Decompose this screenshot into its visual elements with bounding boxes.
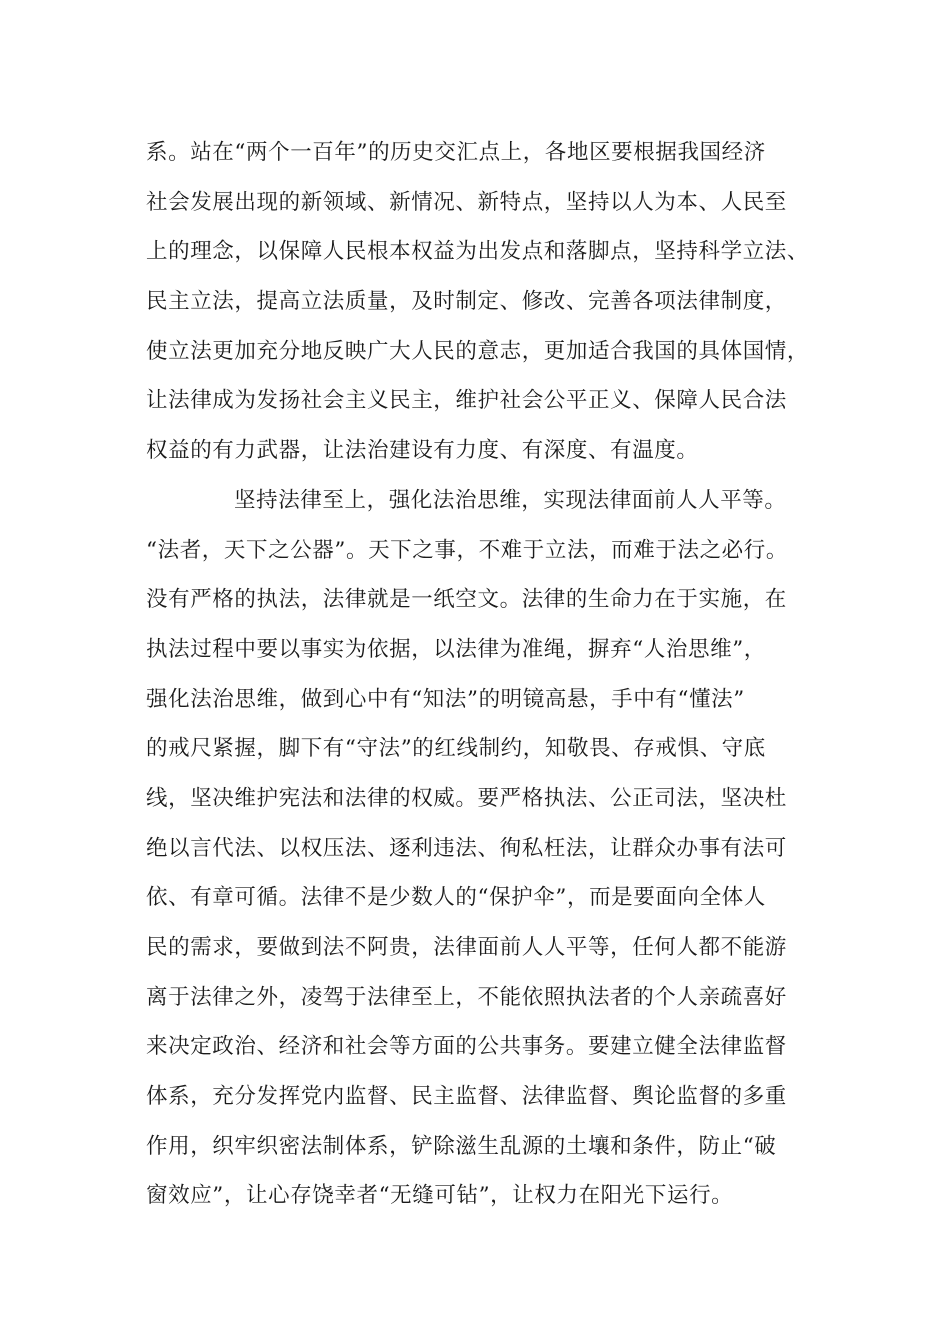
text-line: “法者，天下之公器”。天下之事，不难于立法，而难于法之必行。 xyxy=(146,537,788,563)
text-line: 离于法律之外，凌驾于法律至上，不能依照执法者的个人亲疏喜好 xyxy=(146,984,787,1010)
text-line: 依、有章可循。法律不是少数人的“保护伞”，而是要面向全体人 xyxy=(146,885,766,911)
text-line: 民的需求，要做到法不阿贵，法律面前人人平等，任何人都不能游 xyxy=(146,935,787,960)
text-line: 使立法更加充分地反映广大人民的意志，更加适合我国的具体国情， xyxy=(146,338,810,364)
text-line: 系。站在“两个一百年”的历史交汇点上，各地区要根据我国经济 xyxy=(146,140,766,165)
text-line: 执法过程中要以事实为依据，以法律为准绳，摒弃“人治思维”， xyxy=(146,636,766,662)
text-line: 社会发展出现的新领域、新情况、新特点，坚持以人为本、人民至 xyxy=(146,189,787,215)
text-line: 窗效应”，让心存饶幸者“无缝可钻”，让权力在阳光下运行。 xyxy=(146,1183,734,1209)
text-line: 的戒尺紧握，脚下有“守法”的红线制约，知敬畏、存戒惧、守底 xyxy=(146,736,766,762)
text-line: 强化法治思维，做到心中有“知法”的明镜高悬，手中有“懂法” xyxy=(146,686,745,712)
body-text xyxy=(146,128,826,1221)
text-line: 权益的有力武器，让法治建设有力度、有深度、有温度。 xyxy=(146,438,699,464)
text-line: 让法律成为发扬社会主义民主，维护社会公平正义、保障人民合法 xyxy=(146,388,787,414)
text-line: 没有严格的执法，法律就是一纸空文。法律的生命力在于实施，在 xyxy=(146,587,787,613)
text-line: 民主立法，提高立法质量，及时制定、修改、完善各项法律制度， xyxy=(146,289,787,315)
text-line: 线，坚决维护宪法和法律的权威。要严格执法、公正司法，坚决杜 xyxy=(146,785,787,811)
text-line: 绝以言代法、以权压法、逐利违法、徇私枉法，让群众办事有法可 xyxy=(146,835,787,861)
paragraph-start-line: 坚持法律至上，强化法治思维，实现法律面前人人平等。 xyxy=(234,487,787,513)
text-line: 体系，充分发挥党内监督、民主监督、法律监督、舆论监督的多重 xyxy=(146,1084,787,1110)
text-line: 作用，织牢织密法制体系，铲除滋生乱源的土壤和条件，防止“破 xyxy=(146,1133,777,1159)
text-line: 来决定政治、经济和社会等方面的公共事务。要建立健全法律监督 xyxy=(146,1034,787,1060)
text-line: 上的理念，以保障人民根本权益为出发点和落脚点，坚持科学立法、 xyxy=(146,239,810,265)
